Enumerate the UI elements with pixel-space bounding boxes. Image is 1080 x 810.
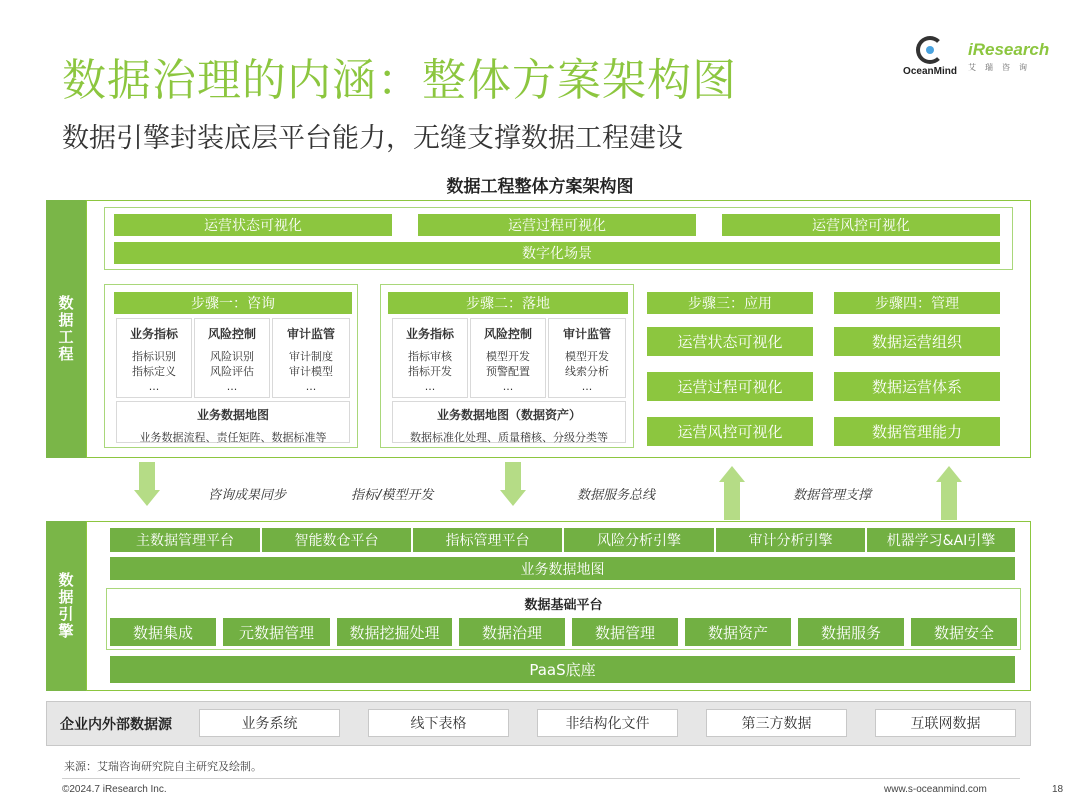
step3-item-1: 运营状态可视化 xyxy=(647,327,813,356)
diagram-title: 数据工程整体方案架构图 xyxy=(446,177,634,197)
source-item-2: 线下表格 xyxy=(368,709,509,737)
platform-6: 机器学习&AI引擎 xyxy=(867,528,1015,552)
scene-top-2: 运营过程可视化 xyxy=(418,214,696,236)
oceanmind-logo-icon xyxy=(916,36,944,64)
step2-map-box: 业务数据地图（数据资产） 数据标准化处理、质量稽核、分级分类等 xyxy=(392,401,626,443)
oceanmind-logo: OceanMind xyxy=(895,36,965,77)
flow-label-service-bus: 数据服务总线 xyxy=(577,488,656,503)
step4-item-1: 数据运营组织 xyxy=(834,327,1000,356)
page-title: 数据治理的内涵：整体方案架构图 xyxy=(62,55,737,106)
platform-4: 风险分析引擎 xyxy=(564,528,714,552)
iresearch-logo: iResearch 艾瑞咨询 xyxy=(968,40,1050,72)
data-sources-label: 企业内外部数据源 xyxy=(60,717,172,733)
step4-item-3: 数据管理能力 xyxy=(834,417,1000,446)
arrow-down-icon xyxy=(134,462,160,506)
base-platform-title: 数据基础平台 xyxy=(524,598,603,613)
base-item-4: 数据治理 xyxy=(459,618,565,646)
source-item-5: 互联网数据 xyxy=(875,709,1016,737)
step4-title: 步骤四：管理 xyxy=(834,292,1000,314)
base-item-3: 数据挖掘处理 xyxy=(337,618,452,646)
step3-item-2: 运营过程可视化 xyxy=(647,372,813,401)
platform-3: 指标管理平台 xyxy=(413,528,562,552)
arrow-up-icon xyxy=(936,466,962,520)
flow-label-consult-sync: 咨询成果同步 xyxy=(208,488,287,503)
source-note: 来源：艾瑞咨询研究院自主研究及绘制。 xyxy=(64,760,262,773)
base-item-2: 元数据管理 xyxy=(223,618,330,646)
copyright: ©2024.7 iResearch Inc. xyxy=(62,784,167,795)
step3-title: 步骤三：应用 xyxy=(647,292,813,314)
base-item-6: 数据资产 xyxy=(685,618,791,646)
business-data-map-bar: 业务数据地图 xyxy=(110,557,1015,580)
flow-label-indicator-dev: 指标/模型开发 xyxy=(351,488,434,503)
paas-bar: PaaS底座 xyxy=(110,656,1015,683)
step1-col-3: 审计监管 审计制度 审计模型 ... xyxy=(272,318,350,398)
step1-col-2: 风险控制 风险识别 风险评估 ... xyxy=(194,318,270,398)
step2-col-2: 风险控制 模型开发 预警配置 ... xyxy=(470,318,546,398)
base-item-5: 数据管理 xyxy=(572,618,678,646)
source-item-4: 第三方数据 xyxy=(706,709,847,737)
step1-col-1: 业务指标 指标识别 指标定义 ... xyxy=(116,318,192,398)
step1-title: 步骤一：咨询 xyxy=(114,292,352,314)
step4-item-2: 数据运营体系 xyxy=(834,372,1000,401)
footer-divider xyxy=(62,778,1020,779)
footer-url: www.s-oceanmind.com xyxy=(884,784,987,795)
base-item-7: 数据服务 xyxy=(798,618,904,646)
platform-1: 主数据管理平台 xyxy=(110,528,260,552)
base-item-1: 数据集成 xyxy=(110,618,216,646)
arrow-down-icon xyxy=(500,462,526,506)
step1-map-box: 业务数据地图 业务数据流程、责任矩阵、数据标准等 xyxy=(116,401,350,443)
step2-title: 步骤二：落地 xyxy=(388,292,628,314)
platform-2: 智能数仓平台 xyxy=(262,528,411,552)
step2-col-3: 审计监管 模型开发 线索分析 ... xyxy=(548,318,626,398)
source-item-3: 非结构化文件 xyxy=(537,709,678,737)
scene-top-3: 运营风控可视化 xyxy=(722,214,1000,236)
engine-side-label: 数据引擎 xyxy=(46,521,86,691)
base-item-8: 数据安全 xyxy=(911,618,1017,646)
flow-label-mgmt-support: 数据管理支撑 xyxy=(793,488,872,503)
page-subtitle: 数据引擎封装底层平台能力，无缝支撑数据工程建设 xyxy=(62,123,683,154)
platform-5: 审计分析引擎 xyxy=(716,528,865,552)
step2-col-1: 业务指标 指标审核 指标开发 ... xyxy=(392,318,468,398)
digital-scene-bar: 数字化场景 xyxy=(114,242,1000,264)
source-item-1: 业务系统 xyxy=(199,709,340,737)
scene-top-1: 运营状态可视化 xyxy=(114,214,392,236)
arrow-up-icon xyxy=(719,466,745,520)
engineering-side-label: 数据工程 xyxy=(46,200,86,458)
page-number: 18 xyxy=(1052,784,1064,795)
step3-item-3: 运营风控可视化 xyxy=(647,417,813,446)
